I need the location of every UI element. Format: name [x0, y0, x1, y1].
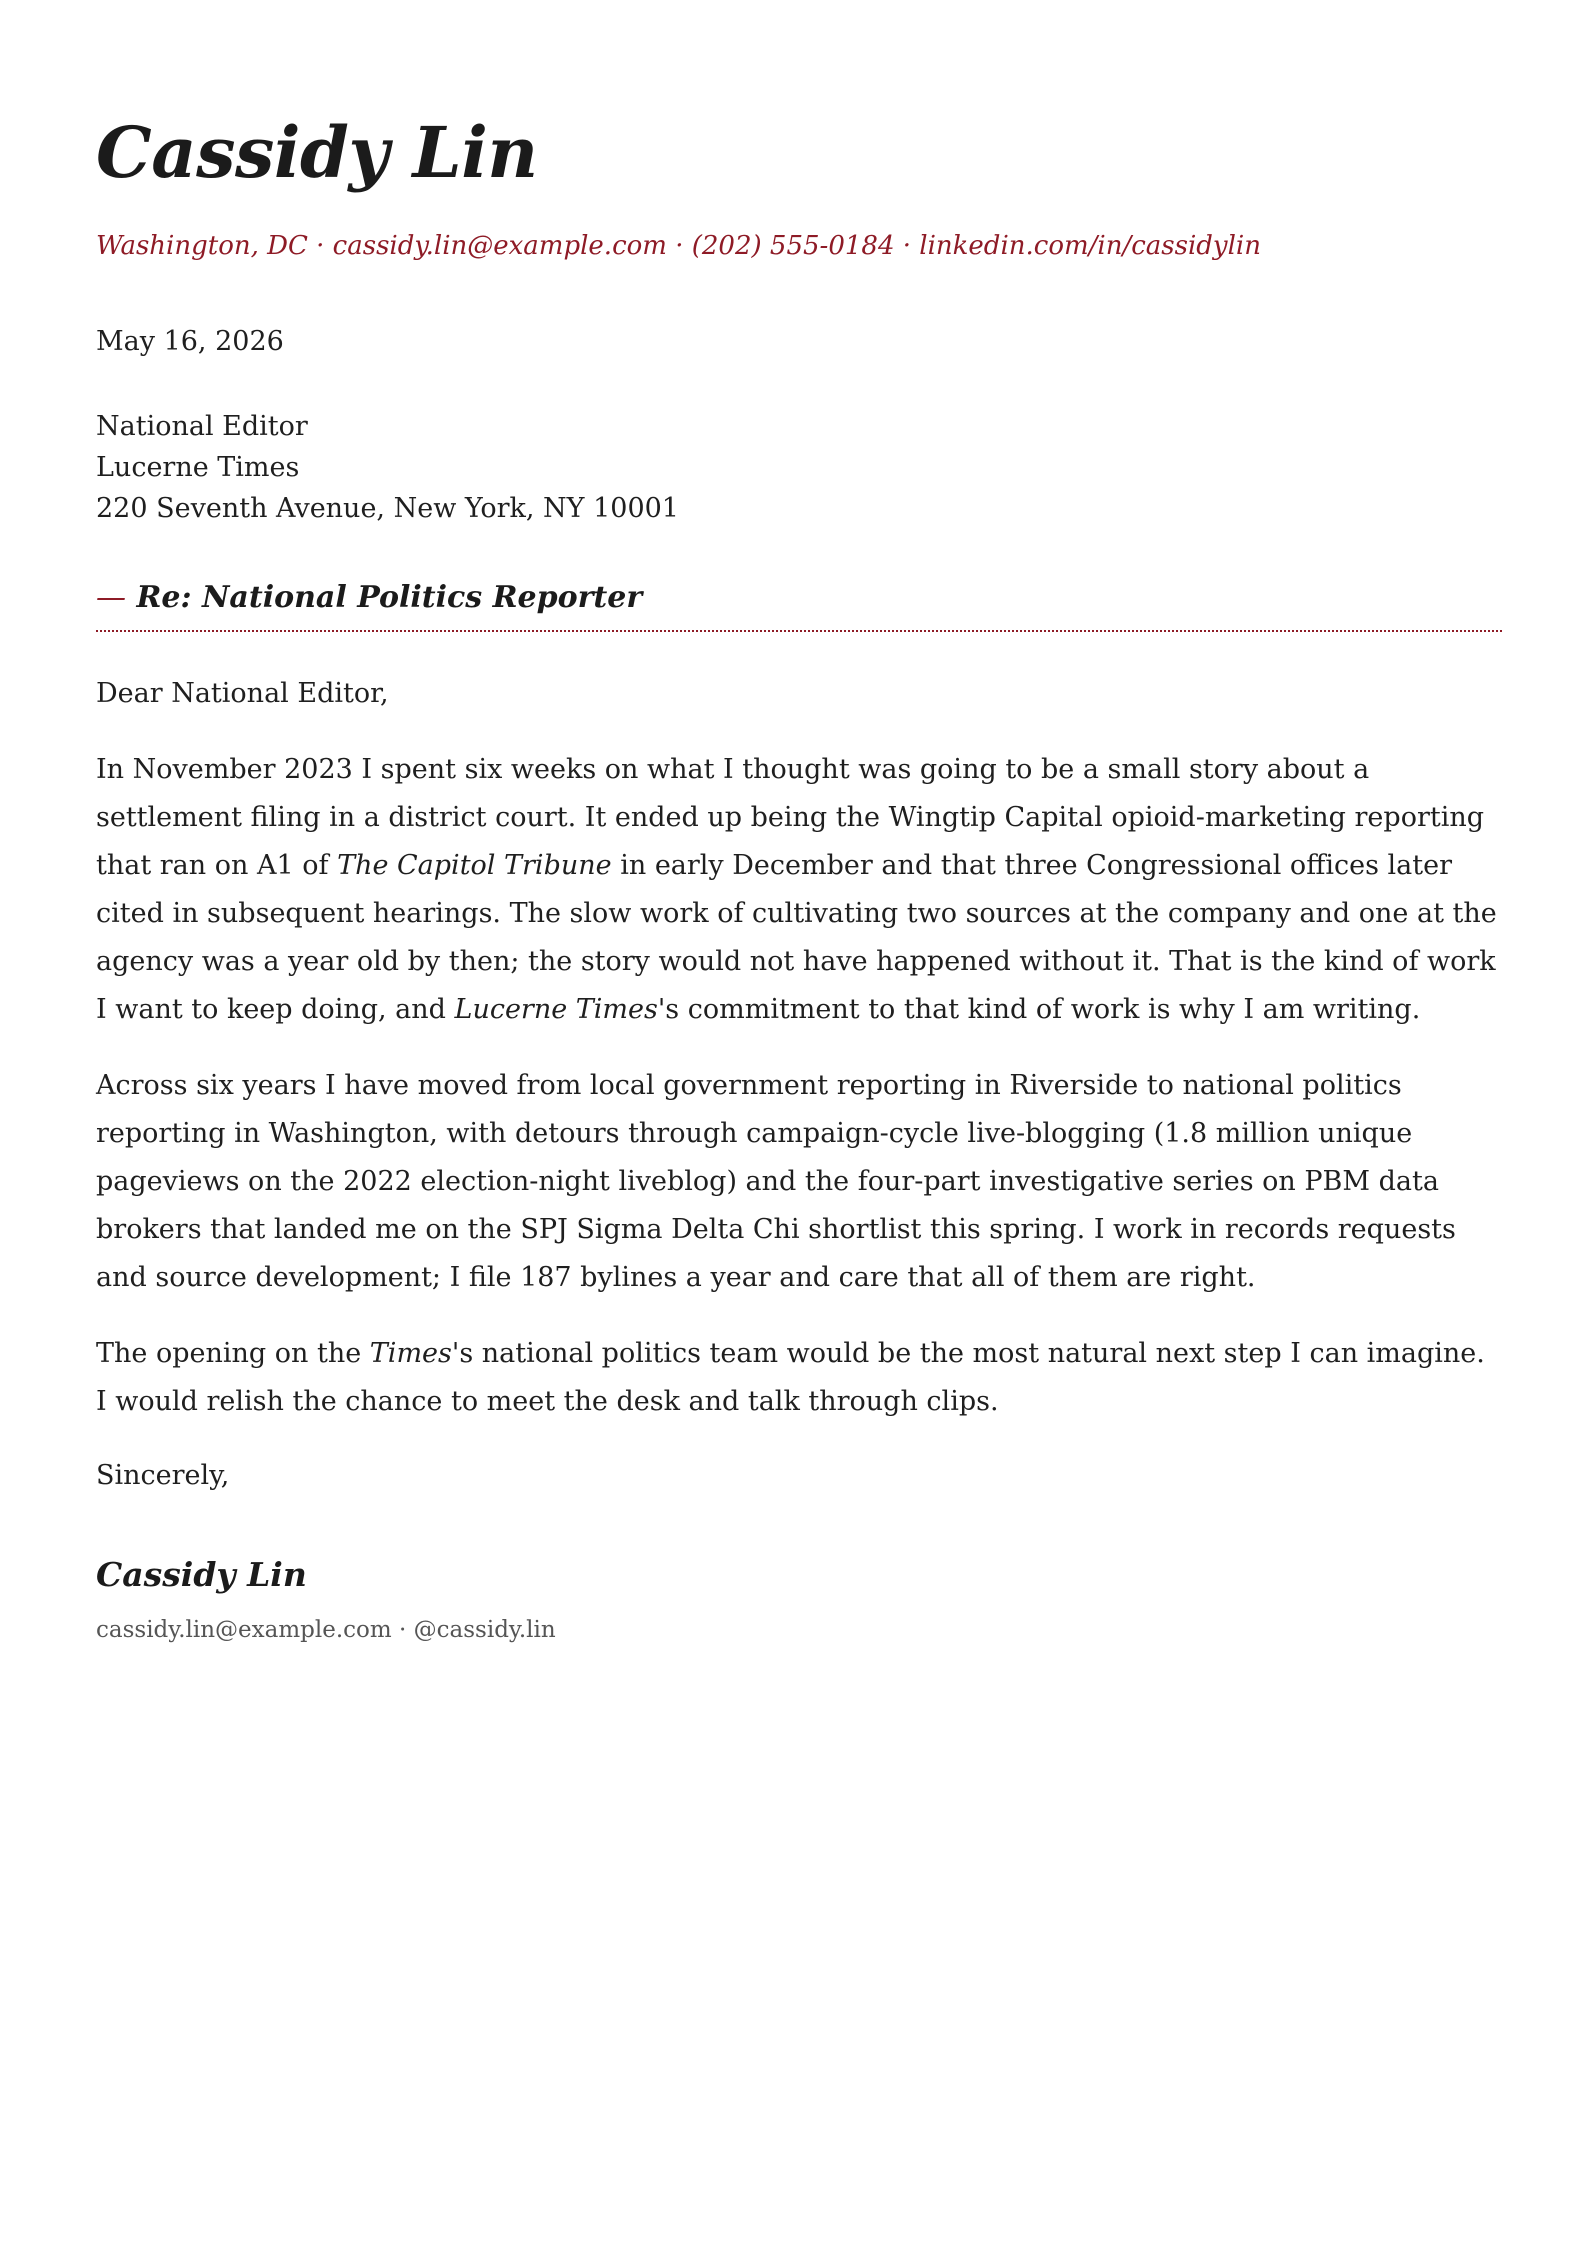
- subject-line: [96, 578, 1502, 618]
- p1-text-b: in early December and that three Congressional offices later cited in subsequent hearings. The slow work of cultivating two sources at the company and one at the agency was a year old by then; the story would not have happened without it. That is the kind of work I want to keep doing, and: [96, 850, 1497, 1025]
- p3-text-b: 's national politics team would be the most natural next step I can imagine. I would relish the chance to meet the desk and talk through clips.: [96, 1338, 1485, 1417]
- recipient-address: 220 Seventh Avenue, New York, NY 10001: [96, 493, 679, 524]
- p1-text-a: In November 2023 I spent six weeks on what I thought was going to be a small story about a settlement filing in a district court. It ended up being the Wingtip Capital opioid-marketing reporting that ran on A1 of: [96, 754, 1485, 881]
- recipient-block: [96, 406, 679, 529]
- letter-body: [96, 746, 1502, 1454]
- subject-dash: —: [96, 580, 126, 615]
- publication-name: Lucerne Times: [454, 994, 658, 1025]
- body-paragraph-3: [96, 1330, 1502, 1426]
- letter-date: May 16, 2026: [96, 326, 284, 357]
- closing: Sincerely,: [96, 1460, 230, 1491]
- subject-text: Re: National Politics Reporter: [136, 580, 643, 615]
- p3-text-a: The opening on the: [96, 1338, 370, 1369]
- publication-name: Times: [369, 1338, 452, 1369]
- body-paragraph-1: [96, 746, 1502, 1034]
- sender-name: Cassidy Lin: [96, 111, 538, 194]
- body-paragraph-2: Across six years I have moved from local government reporting in Riverside to national politics reporting in Washington, with detours through campaign-cycle live-blogging (1.8 million unique pageviews on the 2022 election-night liveblog) and the four-part investigative series on PBM data brokers that landed me on the SPJ Sigma Delta Chi shortlist this spring. I work in records requests and source development; I file 187 bylines a year and care that all of them are right.: [96, 1070, 1456, 1293]
- recipient-title: National Editor: [96, 411, 308, 442]
- publication-name: The Capitol Tribune: [337, 850, 612, 881]
- sender-contact-line: Washington, DC · cassidy.lin@example.com · (202) 555-0184 · linkedin.com/in/cassidylin: [96, 231, 1261, 261]
- salutation: Dear National Editor,: [96, 678, 389, 709]
- recipient-organization: Lucerne Times: [96, 452, 300, 483]
- signature-contact-line: cassidy.lin@example.com · @cassidy.lin: [96, 1617, 556, 1643]
- p1-text-c: 's commitment to that kind of work is why I am writing.: [657, 994, 1421, 1025]
- subject-divider: [96, 630, 1502, 632]
- signature-name: Cassidy Lin: [96, 1555, 307, 1594]
